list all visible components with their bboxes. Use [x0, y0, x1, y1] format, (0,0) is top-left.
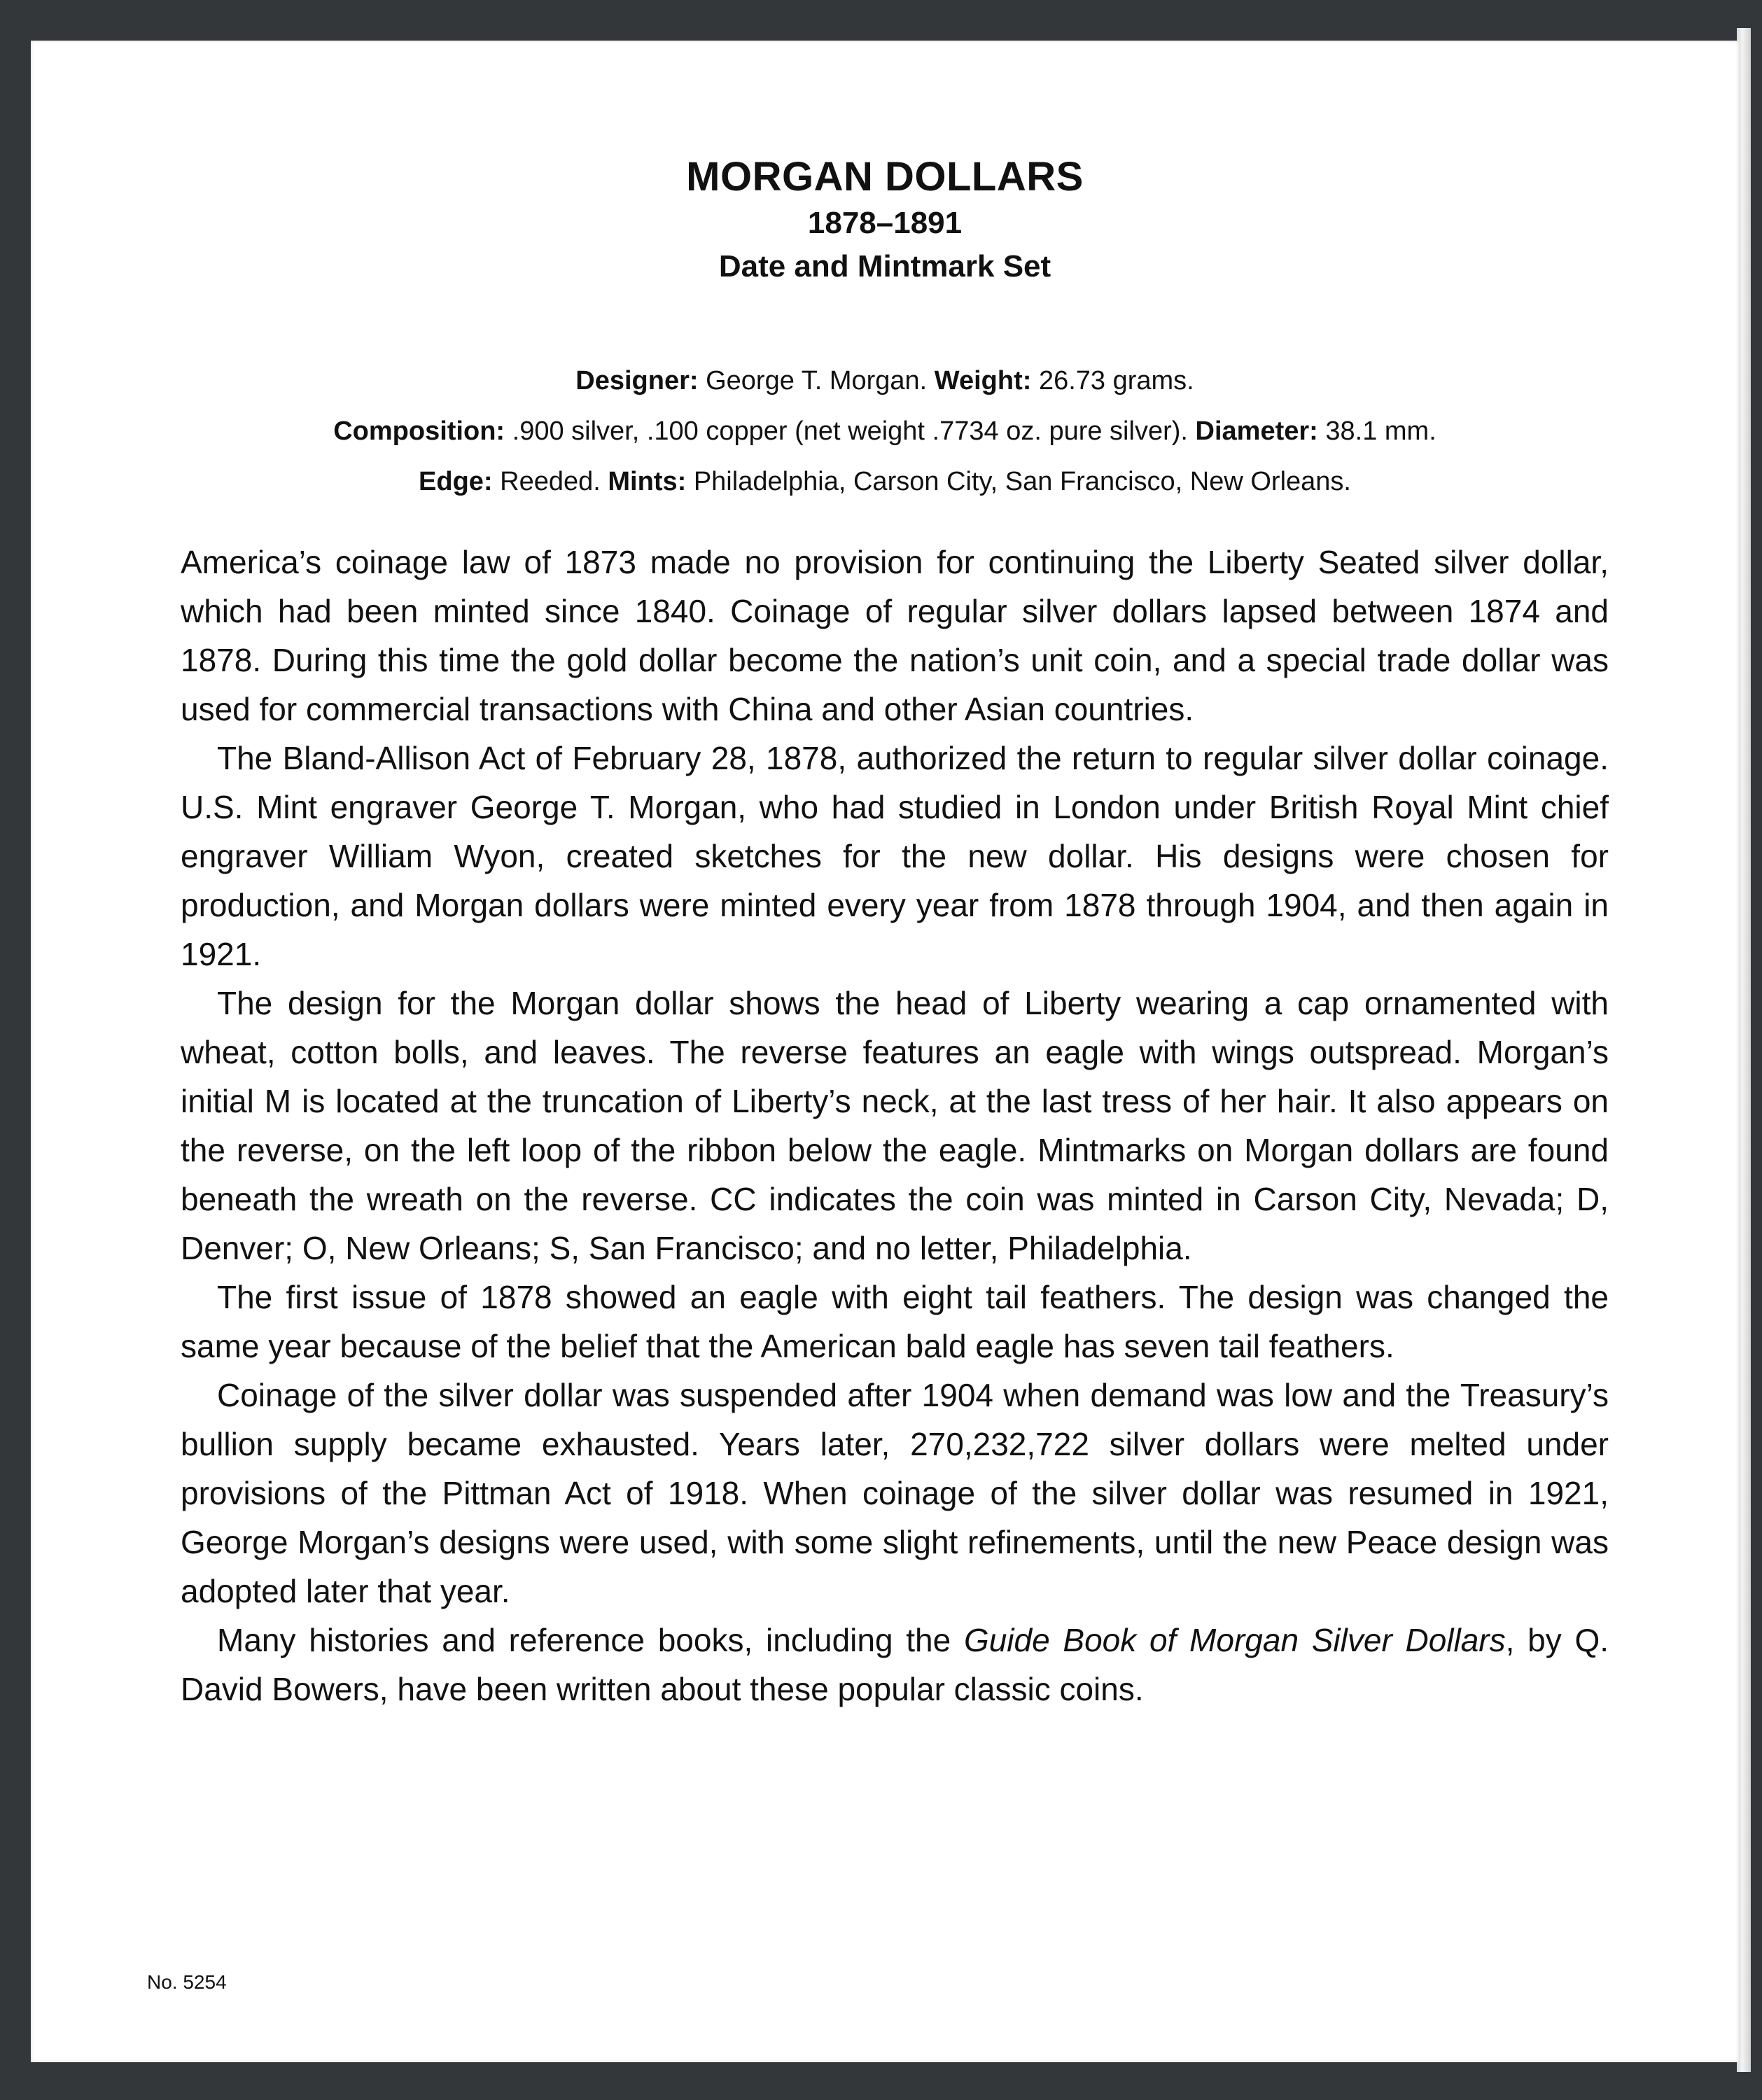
- paragraph-2: The Bland-Allison Act of February 28, 1878, authorized the return to regular silver dollar coinage. U.S. Mint engraver George T. Morgan, who had studied in London under British Royal Mint chief engraver William Wyon, created sketches for the new dollar. His designs were chosen for production, and Morgan dollars were minted every year from 1878 through 1904, and then again in 1921.: [181, 740, 1609, 972]
- diameter-value: 38.1 mm.: [1317, 416, 1436, 446]
- book-title: Guide Book of Morgan Silver Dollars: [963, 1622, 1506, 1658]
- spec-line-2: [31, 406, 1739, 456]
- edge-value: Reeded.: [492, 467, 608, 496]
- paragraph-4: The first issue of 1878 showed an eagle with eight tail feathers. The design was changed the same year because of the belief that the American bald eagle has seven tail feathers.: [181, 1279, 1609, 1364]
- specifications: [31, 356, 1739, 507]
- composition-label: Composition:: [333, 416, 505, 446]
- mints-label: Mints:: [608, 467, 687, 496]
- page-title: MORGAN DOLLARS: [686, 154, 1084, 200]
- mints-value: Philadelphia, Carson City, San Francisco, New Orleans.: [686, 467, 1351, 496]
- edge-label: Edge:: [419, 467, 493, 496]
- designer-value: George T. Morgan.: [698, 366, 935, 396]
- year-range: 1878–1891: [807, 206, 963, 240]
- paragraph-1: America’s coinage law of 1873 made no provision for continuing the Liberty Seated silver dollar, which had been minted since 1840. Coinage of regular silver dollars lapsed between 1874 and 1878. During this time the gold dollar become the nation’s unit coin, and a special trade dollar was used for commercial transactions with China and other Asian countries.: [181, 544, 1609, 727]
- catalog-number: No. 5254: [147, 1971, 227, 1993]
- paragraph-6: [181, 1616, 1609, 1714]
- paragraph-3: The design for the Morgan dollar shows the head of Liberty wearing a cap ornamented with wheat, cotton bolls, and leaves. The reverse features an eagle with wings outspread. Morgan’s initial M is located at the truncation of Liberty’s neck, at the last tress of her hair. It also appears on the reverse, on the left loop of the ribbon below the eagle. Mintmarks on Morgan dollars are found beneath the wreath on the reverse. CC indicates the coin was minted in Carson City, Nevada; D, Denver; O, New Orleans; S, San Francisco; and no letter, Philadelphia.: [181, 985, 1609, 1266]
- paragraph-6-start: Many histories and reference books, including the: [217, 1622, 964, 1658]
- spec-line-1: [31, 356, 1739, 406]
- album-page: [31, 41, 1739, 2062]
- set-name: Date and Mintmark Set: [718, 249, 1051, 284]
- weight-value: 26.73 grams.: [1031, 366, 1194, 396]
- diameter-label: Diameter:: [1195, 416, 1318, 446]
- history-text: [181, 538, 1609, 1714]
- paragraph-6-end: , by Q. David Bowers, have been written about these popular classic coins.: [181, 1622, 1609, 1707]
- designer-label: Designer:: [575, 366, 699, 396]
- weight-label: Weight:: [934, 366, 1032, 396]
- composition-value: .900 silver, .100 copper (net weight .7734 oz. pure silver).: [505, 416, 1196, 446]
- spec-line-3: [31, 456, 1739, 507]
- page-edge: [1737, 28, 1751, 2072]
- title-block: [31, 153, 1739, 288]
- paragraph-5: Coinage of the silver dollar was suspended after 1904 when demand was low and the Treasury’s bullion supply became exhausted. Years later, 270,232,722 silver dollars were melted under provisions of the Pittman Act of 1918. When coinage of the silver dollar was resumed in 1921, George Morgan’s designs were used, with some slight refinements, until the new Peace design was adopted later that year.: [181, 1377, 1609, 1609]
